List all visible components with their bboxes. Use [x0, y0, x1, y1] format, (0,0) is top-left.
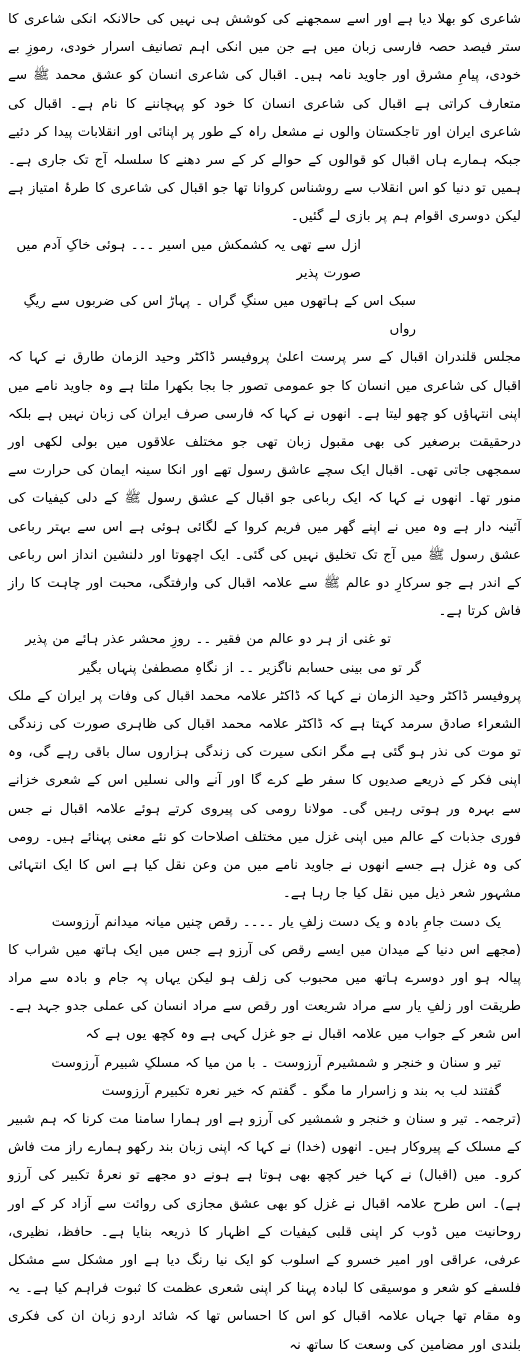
- verse-block-2: [8, 626, 521, 682]
- paragraph-3: پروفیسر ڈاکٹر وحید الزمان نے کہا کہ ڈاکٹر علامہ محمد اقبال کی وفات پر ایران کے ملک الشعراء صادق سرمد کہتا ہے کہ ڈاکٹر علامہ محمد اقبال کی ظاہری صورت کی زندگی تو موت کی نذر ہو گئی ہے مگر انکی سیرت کی زندگی ہزاروں سال باقی رہے گی، وہ اپنی فکر کے ذریعے صدیوں کا سفر طے کرے گا اور آنے والی نسلیں اس کے شعری خزانے سے بہرہ ور ہوتی رہیں گی۔ مولانا رومی کی پیروی کرتے ہوئے علامہ اقبال نے جس فوری جذبات کے عالم میں اپنی غزل میں مختلف اصلاحات کو نئے معنی پہنائے ہیں۔ رومی کی وہ غزل ہے جسے انھوں نے جاوید نامے میں من وعن نقل کیا ہے اس کا ایک انتہائی مشہور شعر ذیل میں نقل کیا جا رہا ہے۔: [8, 688, 521, 902]
- verse-block-4: [8, 1050, 521, 1106]
- verse-line: تیر و سنان و خنجر و شمشیرم آرزوست ۔ با من میا کہ مسلکِ شبیرم آرزوست: [51, 1055, 501, 1071]
- verse-line: تو غنی از ہر دو عالم من فقیر ۔۔ روزِ محشر عذر ہائے من پذیر: [25, 632, 391, 648]
- article-page: [8, 6, 521, 1353]
- verse-line: سبک اس کے ہاتھوں میں سنگِ گراں ۔ پہاڑ اس کی ضربوں سے ریگِ رواں: [23, 294, 416, 338]
- verse-line: ازل سے تھی یہ کشمکش میں اسیر ۔۔۔ ہوئی خاکِ آدم میں صورت پذیر: [16, 237, 361, 281]
- verse-block-3: [8, 909, 521, 937]
- verse-line: گر تو می بینی حسابم ناگزیر ۔۔ از نگاہِ مصطفیٰ پنہاں بگیر: [79, 660, 421, 676]
- paragraph-2: مجلس قلندران اقبال کے سر پرست اعلیٰ پروفیسر ڈاکٹر وحید الزمان طارق نے کہا کہ اقبال کی شاعری میں انسان کا جو عمومی تصور جا بجا بکھرا ملتا ہے وہ جاوید نامے میں اپنی انتہاؤں کو چھو لیتا ہے۔ انھوں نے کہا کہ فارسی صرف ایران کی زبان نہیں ہے بلکہ درحقیقت برصغیر کی بھی مقبول زبان تھی جو مختلف علاقوں میں بولی لکھی اور سمجھی جاتی تھی۔ اقبال ایک سچے عاشق رسول تھے اور انکا سینہ ایمان کی حرارت سے منور تھا۔ انھوں نے کہا کہ ایک رباعی جو اقبال کے عشق رسول ﷺ کے دلی کیفیات کی آئینہ دار ہے وہ میں نے اپنے گھر میں فریم کروا کے لگائی ہوئی ہے اس سے بہتر رباعی عشق رسول ﷺ میں آج تک تخلیق نہیں کی گئی۔ ایک اچھوتا اور دلنشین انداز اس رباعی کے اندر ہے جو سرکارِ دو عالم ﷺ سے علامہ اقبال کی وارفتگی، محبت اور چاہت کا راز فاش کرتا ہے۔: [8, 350, 521, 620]
- paragraph-4: (مجھے اس دنیا کے میدان میں ایسے رقص کی آرزو ہے جس میں ایک ہاتھ میں شراب کا پیالہ ہو اور دوسرے ہاتھ میں محبوب کی زلف ہو لیکن یہاں پہ جام و بادہ سے مراد طریقت اور زلفِ یار سے مراد شریعت اور رقص سے مراد انسان کی عملی جدو جہد ہے۔ اس شعر کے جواب میں علامہ اقبال نے جو غزل کہی ہے وہ کچھ یوں ہے کہ: [8, 942, 521, 1043]
- verse-line: یک دست جامِ بادہ و یک دست زلفِ یار ۔۔۔۔ رقص چنیں میانہ میدانم آرزوست: [51, 914, 501, 930]
- verse-line: گفتند لب بہ بند و زاسرار ما مگو ۔ گفتم کہ خیر نعرہ تکبیرم آرزوست: [101, 1083, 501, 1099]
- paragraph-1: شاعری کو بھلا دیا ہے اور اسے سمجھنے کی کوشش ہی نہیں کی حالانکہ انکی شاعری کا ستر فیصد حصہ فارسی زبان میں ہے جن میں انکی اہم تصانیف اسرار خودی، رموزِ بے خودی، پیامِ مشرق اور جاوید نامہ ہیں۔ اقبال کی شاعری انسان کو عشق محمد ﷺ سے متعارف کراتی ہے اقبال کی شاعری انسان کا خود کو پہچاننے کا نام ہے۔ اقبال کی شاعری ایران اور تاجکستان والوں نے مشعل راہ کے طور پر اپنائی اور انقلابات پیدا کر دئیے جبکہ ہمارے ہاں اقبال کو قوالوں کے حوالے کر کے سر دھنے کا سلسلہ آج تک جاری ہے۔ ہمیں تو دنیا کو اس انقلاب سے روشناس کروانا تھا جو اقبال کی شاعری کا طرۂ امتیاز ہے لیکن دوسری اقوام ہم پر بازی لے گئیں۔: [8, 12, 521, 225]
- paragraph-5: (ترجمہ۔ تیر و سنان و خنجر و شمشیر کی آرزو ہے اور ہمارا سامنا مت کرنا کہ ہم شبیر کے مسلک کے پیروکار ہیں۔ انھوں (خدا) نے کہا کہ اپنی زبان بند رکھو ہمارے راز مت فاش کرو۔ میں (اقبال) نے کہا خیر کچھ بھی ہوتا ہے ہونے دو مجھے تو نعرۂ تکبیر کی آرزو ہے)۔ اس طرح علامہ اقبال نے غزل کو بھی عشق مجازی کی روائت سے آزاد کر کے اور روحانیت میں ڈوب کر اپنی قلبی کیفیات کے اظہار کا ذریعہ بنایا ہے۔ حافظ، نظیری، عرفی، عراقی اور امیر خسرو کے اسلوب کو ایک نیا رنگ دیا ہے اور مشکل سے مشکل فلسفے کو شعر و موسیقی کا لبادہ پہنا کر اپنی شعری عظمت کا ثبوت فراہم کیا ہے۔ یہ وہ مقام تھا جہاں علامہ اقبال کو اس کا احساس تھا کہ شائد اردو زبان ان کی فکری بلندی اور مضامین کی وسعت کا ساتھ نہ: [8, 1111, 521, 1353]
- verse-block-1: [8, 232, 521, 345]
